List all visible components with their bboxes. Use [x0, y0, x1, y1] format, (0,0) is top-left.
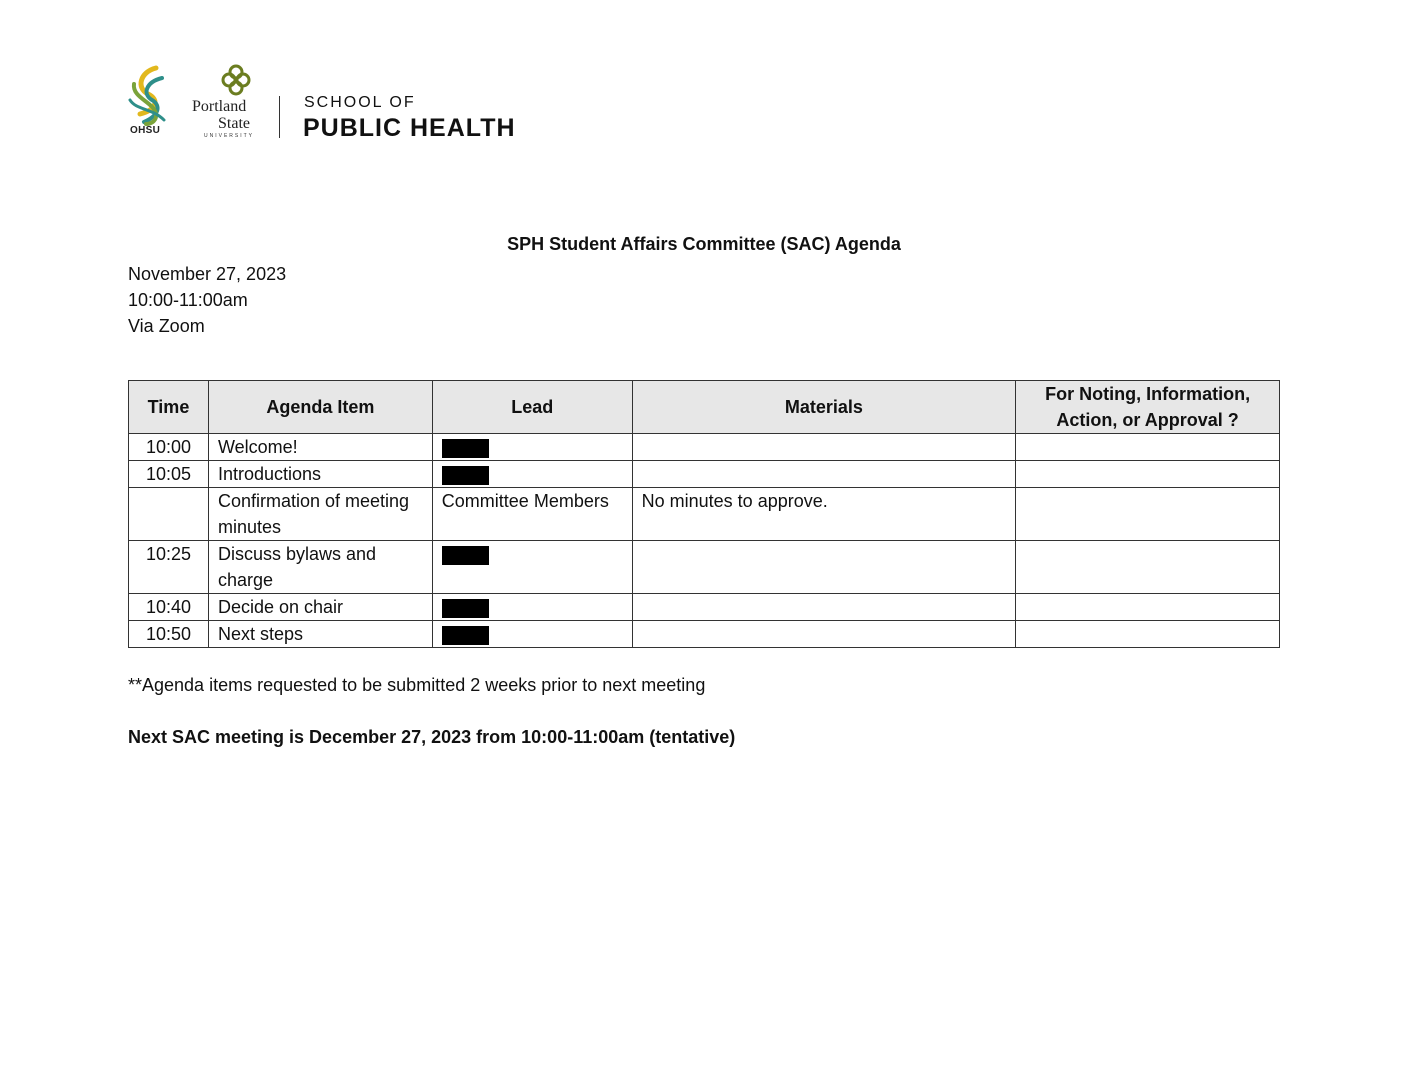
- cell-lead: [432, 434, 632, 461]
- cell-agenda-item: Discuss bylaws and charge: [208, 541, 432, 594]
- cell-agenda-item: Welcome!: [208, 434, 432, 461]
- cell-time: 10:25: [129, 541, 209, 594]
- school-name-line-1: SCHOOL OF: [304, 94, 416, 111]
- table-row: [129, 488, 1280, 541]
- psu-wordmark-1: Portland: [192, 98, 247, 115]
- agenda-table: [128, 380, 1280, 648]
- cell-action: [1016, 434, 1280, 461]
- cell-materials: [632, 461, 1016, 488]
- cell-time: 10:00: [129, 434, 209, 461]
- ohsu-logo: [126, 64, 172, 142]
- redaction-box: [442, 626, 489, 645]
- redaction-box: [442, 599, 489, 618]
- table-row: [129, 434, 1280, 461]
- cell-action: [1016, 594, 1280, 621]
- psu-knot-icon: [221, 64, 251, 96]
- ohsu-label: OHSU: [130, 125, 161, 136]
- cell-time: 10:40: [129, 594, 209, 621]
- cell-materials: [632, 594, 1016, 621]
- cell-lead: Committee Members: [432, 488, 632, 541]
- redaction-box: [442, 546, 489, 565]
- psu-wordmark-3: UNIVERSITY: [204, 133, 255, 139]
- table-row: [129, 621, 1280, 648]
- cell-action: [1016, 461, 1280, 488]
- cell-materials: [632, 541, 1016, 594]
- psu-wordmark-2: State: [218, 115, 250, 132]
- cell-lead: [432, 541, 632, 594]
- submission-note: **Agenda items requested to be submitted 2 weeks prior to next meeting: [128, 675, 706, 695]
- next-meeting-notice: Next SAC meeting is December 27, 2023 from 10:00-11:00am (tentative): [128, 727, 736, 747]
- cell-lead: [432, 461, 632, 488]
- cell-action: [1016, 488, 1280, 541]
- cell-agenda-item: Introductions: [208, 461, 432, 488]
- table-row: [129, 594, 1280, 621]
- table-row: [129, 541, 1280, 594]
- cell-action: [1016, 541, 1280, 594]
- cell-lead: [432, 621, 632, 648]
- column-header-agenda-item: Agenda Item: [208, 381, 432, 434]
- column-header-time: Time: [129, 381, 209, 434]
- meeting-location: Via Zoom: [128, 316, 205, 336]
- redaction-box: [442, 466, 489, 485]
- cell-time: [129, 488, 209, 541]
- cell-materials: No minutes to approve.: [632, 488, 1016, 541]
- logo-divider: [279, 96, 280, 138]
- meeting-time: 10:00-11:00am: [128, 290, 248, 310]
- column-header-lead: Lead: [432, 381, 632, 434]
- cell-lead: [432, 594, 632, 621]
- table-row: [129, 461, 1280, 488]
- cell-time: 10:05: [129, 461, 209, 488]
- meeting-date: November 27, 2023: [128, 264, 287, 284]
- cell-agenda-item: Decide on chair: [208, 594, 432, 621]
- meeting-details: [128, 261, 286, 339]
- letterhead: [126, 64, 546, 144]
- agenda-title: SPH Student Affairs Committee (SAC) Agenda: [507, 234, 901, 254]
- psu-logo: [192, 64, 264, 142]
- cell-agenda-item: Confirmation of meeting minutes: [208, 488, 432, 541]
- column-header-action: For Noting, Information, Action, or Approval ?: [1016, 381, 1280, 434]
- table-header-row: [129, 381, 1280, 434]
- column-header-materials: Materials: [632, 381, 1016, 434]
- school-name-line-2: PUBLIC HEALTH: [303, 114, 516, 142]
- cell-materials: [632, 621, 1016, 648]
- cell-action: [1016, 621, 1280, 648]
- cell-materials: [632, 434, 1016, 461]
- redaction-box: [442, 439, 489, 458]
- ohsu-flame-icon: [126, 64, 172, 126]
- cell-agenda-item: Next steps: [208, 621, 432, 648]
- cell-time: 10:50: [129, 621, 209, 648]
